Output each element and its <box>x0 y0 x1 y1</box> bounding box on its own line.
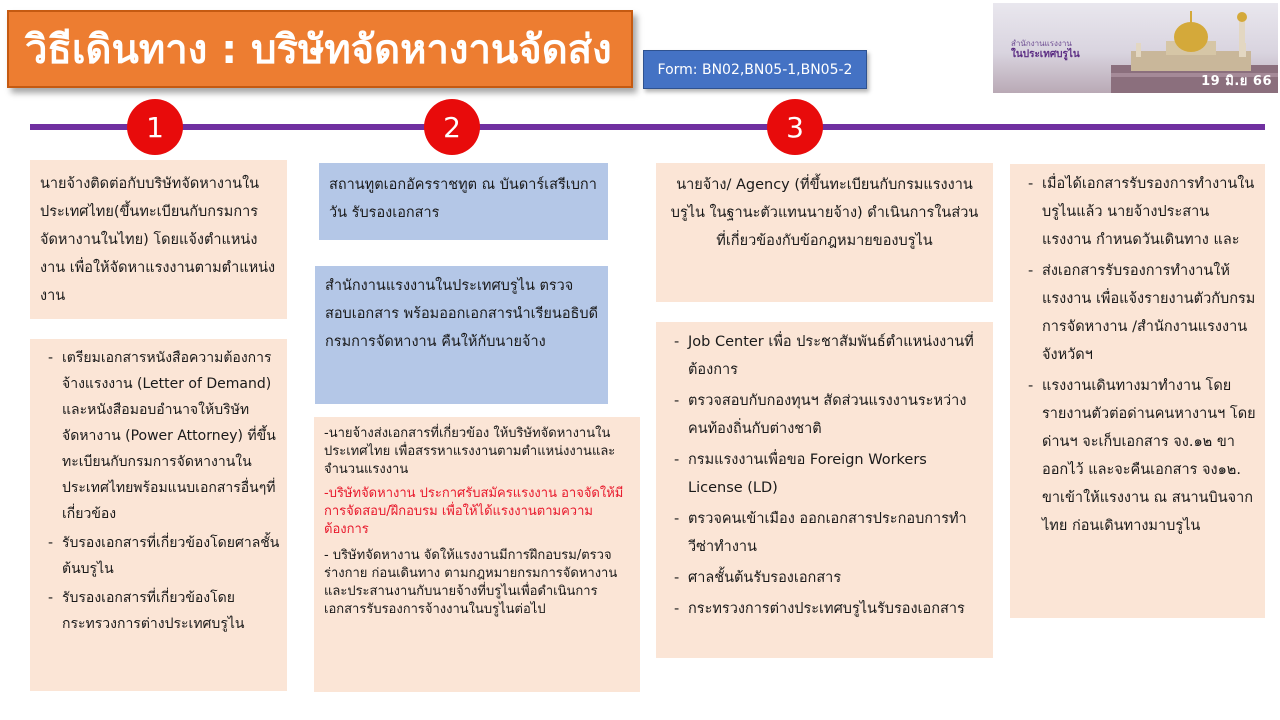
recruitment-para-3: - บริษัทจัดหางาน จัดให้แรงงานมีการฝึกอบรม/ตรวจร่างกาย ก่อนเดินทาง ตามกฎหมายกรมการจัดหางานและประสานงานกับนายจ้างที่บรูไนเพื่อดำเนินการเอกสารรับรองการจ้างงานในบรูไนต่อไป <box>324 548 618 617</box>
recruitment-para-1: -นายจ้างส่งเอกสารที่เกี่ยวข้อง ให้บริษัทจัดหางานในประเทศไทย เพื่อสรรหาแรงงานตามตำแหน่งงานและจำนวนแรงงาน <box>324 426 616 477</box>
brunei-procedures-box <box>656 322 993 658</box>
list-item: - ศาลชั้นต้นรับรองเอกสาร <box>688 564 985 592</box>
list-item: - ตรวจสอบกับกองทุนฯ สัดส่วนแรงงานระหว่างคนท้องถิ่นกับต่างชาติ <box>688 387 985 443</box>
agency-text: นายจ้าง/ Agency (ที่ขึ้นทะเบียนกับกรมแรงงานบรูไน ในฐานะตัวแทนนายจ้าง) ดำเนินการในส่วนที่เกี่ยวข้องกับข้อกฎหมายของบรูไน <box>670 177 979 249</box>
document-prep-list <box>40 345 281 637</box>
list-item: - กรมแรงงานเพื่อขอ Foreign Workers License (LD) <box>688 446 985 502</box>
form-label: Form: BN02,BN05-1,BN05-2 <box>643 50 867 89</box>
list-item: - รับรองเอกสารที่เกี่ยวข้องโดยกระทรวงการต่างประเทศบรูไน <box>62 585 281 637</box>
embassy-text: สถานทูตเอกอัครราชทูต ณ บันดาร์เสรีเบกาวัน รับรองเอกสาร <box>329 177 597 221</box>
list-item: - เตรียมเอกสารหนังสือความต้องการจ้างแรงงาน (Letter of Demand) และหนังสือมอบอำนาจให้บริษัทจัดหางาน (Power Attorney) ที่ขึ้นทะเบียนกับกรมการจัดหางานในประเทศไทยพร้อมแนบเอกสารอื่นๆที่เกี่ยวข้อง <box>62 345 281 527</box>
list-item: - แรงงานเดินทางมาทำงาน โดยรายงานตัวต่อด่านคนหางานฯ โดยด่านฯ จะเก็บเอกสาร จง.๑๒ ขาออกไว้ และจะคืนเอกสาร จง๑๒. ขาเข้าให้แรงงาน ณ สนานบินจากไทย ก่อนเดินทางมาบรูไน <box>1042 372 1257 540</box>
banner-org-line2: ในประเทศบรูไน <box>1011 49 1080 60</box>
recruitment-process-box <box>314 417 640 692</box>
list-item: - ตรวจคนเข้าเมือง ออกเอกสารประกอบการทำวีซ่าทำงาน <box>688 505 985 561</box>
page-title: วิธีเดินทาง : บริษัทจัดหางานจัดส่ง <box>7 10 633 88</box>
list-item: - Job Center เพื่อ ประชาสัมพันธ์ตำแหน่งงานที่ต้องการ <box>688 328 985 384</box>
travel-list <box>1020 170 1257 540</box>
list-item: - เมื่อได้เอกสารรับรองการทำงานในบรูไนแล้ว นายจ้างประสานแรงงาน กำหนดวันเดินทาง และ <box>1042 170 1257 254</box>
labour-office-text: สำนักงานแรงงานในประเทศบรูไน ตรวจสอบเอกสาร พร้อมออกเอกสารนำเรียนอธิบดีกรมการจัดหางาน คืนให้กับนายจ้าง <box>325 278 599 350</box>
list-item: - ส่งเอกสารรับรองการทำงานให้แรงงาน เพื่อแจ้งรายงานตัวกับกรมการจัดหางาน /สำนักงานแรงงานจังหวัดฯ <box>1042 257 1257 369</box>
recruitment-para-2: -บริษัทจัดหางาน ประกาศรับสมัครแรงงาน อาจจัดให้มีการจัดสอบ/ฝึกอบรม เพื่อให้ได้แรงงานตามความต้องการ <box>324 486 624 537</box>
embassy-box <box>319 163 608 240</box>
banner-date: 19 มิ.ย 66 <box>1201 74 1272 89</box>
agency-box <box>656 163 993 302</box>
step-3-circle: 3 <box>767 99 823 155</box>
banner-image <box>993 3 1278 93</box>
list-item: - กระทรวงการต่างประเทศบรูไนรับรองเอกสาร <box>688 595 985 623</box>
document-prep-box <box>30 339 287 691</box>
timeline-line <box>30 124 1265 130</box>
employer-contact-box <box>30 160 287 319</box>
step-1-circle: 1 <box>127 99 183 155</box>
list-item: - รับรองเอกสารที่เกี่ยวข้องโดยศาลชั้นต้นบรูไน <box>62 530 281 582</box>
step-2-circle: 2 <box>424 99 480 155</box>
labour-office-box <box>315 266 608 404</box>
brunei-procedures-list <box>666 328 985 623</box>
travel-box <box>1010 164 1265 618</box>
banner-org-line1: สำนักงานแรงงาน <box>1011 39 1072 48</box>
employer-contact-text: นายจ้างติดต่อกับบริษัทจัดหางานในประเทศไทย(ขึ้นทะเบียนกับกรมการจัดหางานในไทย) โดยแจ้งตำแหน่งงาน เพื่อให้จัดหาแรงงานตามตำแหน่งงาน <box>40 176 276 304</box>
